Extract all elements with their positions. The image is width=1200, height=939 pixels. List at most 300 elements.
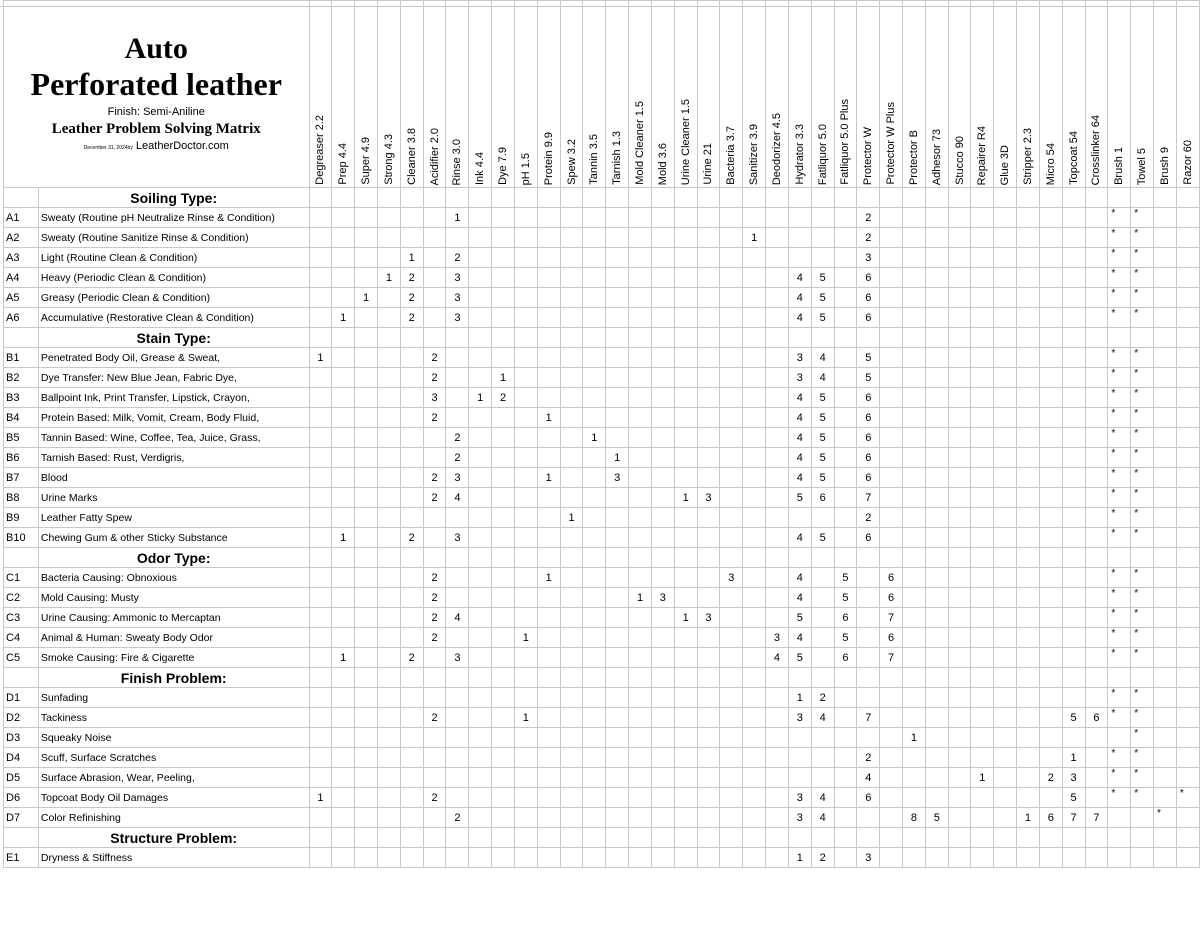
column-header — [629, 1, 652, 188]
step-cell: 6 — [880, 588, 903, 608]
grid-cell — [423, 188, 446, 208]
grid-cell — [697, 828, 720, 848]
grid-cell — [377, 408, 400, 428]
row-code: C2 — [4, 588, 39, 608]
grid-cell — [720, 348, 743, 368]
column-header-label: Protector B — [907, 129, 920, 185]
grid-cell — [332, 488, 355, 508]
grid-cell — [606, 628, 629, 648]
grid-cell — [1039, 668, 1062, 688]
grid-cell — [834, 408, 857, 428]
grid-cell — [1062, 848, 1085, 868]
grid-cell — [377, 708, 400, 728]
grid-cell — [697, 808, 720, 828]
grid-cell — [606, 728, 629, 748]
grid-cell — [355, 268, 378, 288]
grid-cell — [925, 208, 948, 228]
grid-cell — [1154, 208, 1177, 228]
grid-cell — [1062, 828, 1085, 848]
grid-cell — [971, 708, 994, 728]
grid-cell — [492, 428, 515, 448]
grid-cell — [423, 728, 446, 748]
grid-cell — [1017, 748, 1040, 768]
step-cell: * — [1131, 748, 1154, 768]
column-header-label: Super 4.9 — [360, 137, 373, 185]
grid-cell — [583, 188, 606, 208]
site-label: LeatherDoctor.com — [135, 140, 229, 152]
grid-cell — [743, 608, 766, 628]
grid-cell — [1039, 368, 1062, 388]
step-cell: 6 — [834, 608, 857, 628]
step-cell: * — [1131, 488, 1154, 508]
grid-cell — [537, 268, 560, 288]
step-cell: 6 — [1085, 708, 1108, 728]
grid-cell — [492, 228, 515, 248]
column-header-label: Tarnish 1.3 — [611, 131, 624, 185]
step-cell: * — [1131, 648, 1154, 668]
grid-cell — [514, 428, 537, 448]
grid-cell — [948, 268, 971, 288]
row-description: Sunfading — [38, 688, 309, 708]
grid-cell — [651, 668, 674, 688]
grid-cell — [766, 268, 789, 288]
grid-cell — [1176, 188, 1199, 208]
grid-cell — [651, 308, 674, 328]
column-header — [1131, 1, 1154, 188]
grid-cell — [1039, 188, 1062, 208]
grid-cell — [1039, 348, 1062, 368]
column-header-label: Acidifier 2.0 — [428, 127, 441, 185]
grid-cell — [492, 188, 515, 208]
grid-cell — [971, 228, 994, 248]
matrix-row — [4, 848, 1200, 868]
step-cell: 3 — [446, 528, 469, 548]
grid-cell — [355, 448, 378, 468]
grid-cell — [355, 208, 378, 228]
grid-cell — [377, 308, 400, 328]
grid-cell — [880, 188, 903, 208]
section-title: Finish Problem: — [38, 668, 309, 688]
grid-cell — [446, 348, 469, 368]
grid-cell — [469, 468, 492, 488]
grid-cell — [811, 508, 834, 528]
grid-cell — [743, 488, 766, 508]
grid-cell — [766, 288, 789, 308]
step-cell: 5 — [1062, 708, 1085, 728]
grid-cell — [400, 448, 423, 468]
grid-cell — [925, 688, 948, 708]
grid-cell — [994, 348, 1017, 368]
grid-cell — [309, 268, 332, 288]
column-header-label: Prep 4.4 — [337, 143, 350, 185]
grid-cell — [880, 728, 903, 748]
column-header — [400, 1, 423, 188]
grid-cell — [994, 388, 1017, 408]
grid-cell — [1085, 468, 1108, 488]
grid-cell — [651, 208, 674, 228]
grid-cell — [629, 508, 652, 528]
grid-cell — [423, 668, 446, 688]
grid-cell — [651, 708, 674, 728]
grid-cell — [743, 768, 766, 788]
grid-cell — [355, 808, 378, 828]
grid-cell — [469, 768, 492, 788]
grid-cell — [1085, 588, 1108, 608]
grid-cell — [1039, 388, 1062, 408]
grid-cell — [834, 228, 857, 248]
grid-cell — [971, 188, 994, 208]
step-cell: 1 — [583, 428, 606, 448]
grid-cell — [857, 828, 880, 848]
column-header — [994, 1, 1017, 188]
grid-cell — [629, 748, 652, 768]
step-cell: 4 — [788, 568, 811, 588]
grid-cell — [629, 548, 652, 568]
grid-cell — [629, 568, 652, 588]
grid-cell — [446, 668, 469, 688]
grid-cell — [925, 548, 948, 568]
grid-cell — [948, 508, 971, 528]
step-cell: 4 — [788, 588, 811, 608]
grid-cell — [994, 748, 1017, 768]
grid-cell — [309, 808, 332, 828]
grid-cell — [309, 588, 332, 608]
grid-cell — [1085, 748, 1108, 768]
row-description: Mold Causing: Musty — [38, 588, 309, 608]
grid-cell — [925, 588, 948, 608]
grid-cell — [606, 328, 629, 348]
grid-cell — [1039, 568, 1062, 588]
grid-cell — [994, 608, 1017, 628]
grid-cell — [651, 568, 674, 588]
grid-cell — [1062, 668, 1085, 688]
grid-cell — [583, 768, 606, 788]
grid-cell — [1131, 548, 1154, 568]
step-cell: 2 — [446, 428, 469, 448]
grid-cell — [583, 308, 606, 328]
grid-cell — [606, 788, 629, 808]
grid-cell — [1017, 228, 1040, 248]
step-cell: 1 — [309, 348, 332, 368]
grid-cell — [355, 748, 378, 768]
grid-cell — [537, 728, 560, 748]
grid-cell — [766, 568, 789, 588]
grid-cell — [309, 448, 332, 468]
step-cell: * — [1131, 788, 1154, 808]
grid-cell — [606, 188, 629, 208]
grid-cell — [971, 208, 994, 228]
grid-cell — [514, 848, 537, 868]
grid-cell — [697, 788, 720, 808]
grid-cell — [1176, 428, 1199, 448]
grid-cell — [880, 528, 903, 548]
grid-cell — [1017, 848, 1040, 868]
grid-cell — [606, 748, 629, 768]
grid-cell — [925, 368, 948, 388]
grid-cell — [925, 848, 948, 868]
grid-cell — [514, 828, 537, 848]
grid-cell — [788, 668, 811, 688]
grid-cell — [309, 728, 332, 748]
step-cell: 5 — [788, 608, 811, 628]
grid-cell — [1154, 348, 1177, 368]
grid-cell — [834, 468, 857, 488]
grid-cell — [720, 268, 743, 288]
grid-cell — [400, 328, 423, 348]
grid-cell — [1176, 688, 1199, 708]
grid-cell — [1154, 228, 1177, 248]
grid-cell — [1176, 508, 1199, 528]
section-code-cell — [4, 188, 39, 208]
date-label: December 31, 2024by — [83, 145, 133, 151]
column-header — [834, 1, 857, 188]
step-cell: 5 — [834, 588, 857, 608]
grid-cell — [355, 248, 378, 268]
grid-cell — [1176, 368, 1199, 388]
grid-cell — [674, 628, 697, 648]
step-cell: 1 — [606, 448, 629, 468]
step-cell: 2 — [811, 688, 834, 708]
grid-cell — [537, 788, 560, 808]
grid-cell — [834, 248, 857, 268]
step-cell: * — [1108, 348, 1131, 368]
grid-cell — [537, 528, 560, 548]
step-cell: * — [1131, 248, 1154, 268]
grid-cell — [948, 308, 971, 328]
grid-cell — [1039, 848, 1062, 868]
step-cell: * — [1176, 788, 1199, 808]
row-code: A4 — [4, 268, 39, 288]
grid-cell — [674, 648, 697, 668]
row-code: A6 — [4, 308, 39, 328]
grid-cell — [1062, 268, 1085, 288]
title-line2: Perforated leather — [30, 66, 282, 102]
column-header-label: Ink 4.4 — [474, 151, 487, 185]
column-header-label: Towel 5 — [1136, 147, 1149, 185]
grid-cell — [743, 688, 766, 708]
grid-cell — [811, 748, 834, 768]
step-cell: 5 — [811, 388, 834, 408]
grid-cell — [309, 688, 332, 708]
row-code: D6 — [4, 788, 39, 808]
matrix-row — [4, 308, 1200, 328]
grid-cell — [1085, 248, 1108, 268]
grid-cell — [697, 388, 720, 408]
column-header — [446, 1, 469, 188]
row-description: Heavy (Periodic Clean & Condition) — [38, 268, 309, 288]
grid-cell — [1039, 548, 1062, 568]
step-cell: * — [1131, 268, 1154, 288]
grid-cell — [1017, 648, 1040, 668]
grid-cell — [788, 328, 811, 348]
grid-cell — [743, 848, 766, 868]
step-cell: 4 — [788, 308, 811, 328]
column-header — [697, 1, 720, 188]
grid-cell — [629, 788, 652, 808]
grid-cell — [583, 288, 606, 308]
grid-cell — [720, 588, 743, 608]
grid-cell — [583, 528, 606, 548]
grid-cell — [994, 288, 1017, 308]
step-cell: 2 — [400, 308, 423, 328]
grid-cell — [1085, 348, 1108, 368]
grid-cell — [651, 228, 674, 248]
grid-cell — [811, 608, 834, 628]
grid-cell — [697, 288, 720, 308]
grid-cell — [834, 668, 857, 688]
grid-cell — [1085, 488, 1108, 508]
grid-cell — [446, 588, 469, 608]
grid-cell — [1039, 828, 1062, 848]
step-cell: 4 — [788, 288, 811, 308]
grid-cell — [766, 228, 789, 248]
grid-cell — [355, 528, 378, 548]
grid-cell — [1176, 548, 1199, 568]
grid-cell — [377, 568, 400, 588]
grid-cell — [834, 388, 857, 408]
grid-cell — [766, 788, 789, 808]
grid-cell — [766, 428, 789, 448]
grid-cell — [377, 368, 400, 388]
grid-cell — [1154, 268, 1177, 288]
grid-cell — [971, 828, 994, 848]
grid-cell — [560, 848, 583, 868]
grid-cell — [1017, 708, 1040, 728]
grid-cell — [309, 248, 332, 268]
grid-cell — [674, 268, 697, 288]
grid-cell — [537, 768, 560, 788]
row-code: B8 — [4, 488, 39, 508]
step-cell: 2 — [400, 268, 423, 288]
column-header-label: Brush 9 — [1158, 147, 1171, 185]
grid-cell — [1154, 728, 1177, 748]
column-header — [606, 1, 629, 188]
grid-cell — [423, 228, 446, 248]
grid-cell — [1017, 788, 1040, 808]
grid-cell — [332, 248, 355, 268]
matrix-row — [4, 728, 1200, 748]
grid-cell — [423, 688, 446, 708]
matrix-row — [4, 648, 1200, 668]
grid-cell — [1062, 388, 1085, 408]
matrix-row — [4, 388, 1200, 408]
grid-cell — [971, 468, 994, 488]
grid-cell — [994, 208, 1017, 228]
grid-cell — [948, 348, 971, 368]
grid-cell — [583, 488, 606, 508]
column-header-label: Protector W Plus — [885, 102, 898, 185]
row-code: C3 — [4, 608, 39, 628]
grid-cell — [400, 768, 423, 788]
grid-cell — [880, 768, 903, 788]
grid-cell — [994, 468, 1017, 488]
grid-cell — [811, 328, 834, 348]
grid-cell — [583, 348, 606, 368]
row-code: C1 — [4, 568, 39, 588]
column-header-label: Cleaner 3.8 — [405, 128, 418, 185]
grid-cell — [332, 768, 355, 788]
grid-cell — [1039, 728, 1062, 748]
grid-cell — [880, 268, 903, 288]
grid-cell — [697, 348, 720, 368]
grid-cell — [971, 688, 994, 708]
row-code: B5 — [4, 428, 39, 448]
grid-cell — [743, 668, 766, 688]
grid-cell — [720, 548, 743, 568]
section-code-cell — [4, 548, 39, 568]
grid-cell — [811, 188, 834, 208]
grid-cell — [355, 668, 378, 688]
grid-cell — [971, 848, 994, 868]
grid-cell — [971, 508, 994, 528]
column-header-label: Stucco 90 — [953, 136, 966, 185]
grid-cell — [606, 308, 629, 328]
grid-cell — [1176, 288, 1199, 308]
step-cell: 4 — [811, 788, 834, 808]
grid-cell — [469, 608, 492, 628]
grid-cell — [674, 288, 697, 308]
grid-cell — [514, 648, 537, 668]
grid-cell — [1154, 188, 1177, 208]
grid-cell — [606, 828, 629, 848]
grid-cell — [492, 248, 515, 268]
grid-cell — [720, 628, 743, 648]
grid-cell — [1085, 848, 1108, 868]
grid-cell — [629, 388, 652, 408]
step-cell: 7 — [1085, 808, 1108, 828]
grid-cell — [971, 608, 994, 628]
grid-cell — [766, 368, 789, 388]
grid-cell — [537, 288, 560, 308]
grid-cell — [514, 668, 537, 688]
grid-cell — [514, 408, 537, 428]
grid-cell — [377, 848, 400, 868]
grid-cell — [674, 848, 697, 868]
grid-cell — [537, 828, 560, 848]
grid-cell — [743, 308, 766, 328]
grid-cell — [377, 788, 400, 808]
grid-cell — [309, 828, 332, 848]
grid-cell — [994, 728, 1017, 748]
grid-cell — [811, 728, 834, 748]
grid-cell — [948, 428, 971, 448]
grid-cell — [1039, 588, 1062, 608]
row-description: Sweaty (Routine Sanitize Rinse & Condition) — [38, 228, 309, 248]
column-header — [355, 1, 378, 188]
grid-cell — [400, 788, 423, 808]
grid-cell — [1017, 508, 1040, 528]
grid-cell — [903, 648, 926, 668]
step-cell: 2 — [423, 408, 446, 428]
grid-cell — [1039, 688, 1062, 708]
grid-cell — [903, 488, 926, 508]
grid-cell — [606, 668, 629, 688]
grid-cell — [469, 248, 492, 268]
grid-cell — [674, 428, 697, 448]
matrix-row — [4, 588, 1200, 608]
row-description: Chewing Gum & other Sticky Substance — [38, 528, 309, 548]
grid-cell — [469, 528, 492, 548]
grid-cell — [492, 608, 515, 628]
column-header — [1085, 1, 1108, 188]
grid-cell — [994, 408, 1017, 428]
grid-cell — [720, 368, 743, 388]
grid-cell — [355, 388, 378, 408]
grid-cell — [423, 448, 446, 468]
grid-cell — [606, 768, 629, 788]
grid-cell — [903, 748, 926, 768]
step-cell: 2 — [857, 228, 880, 248]
